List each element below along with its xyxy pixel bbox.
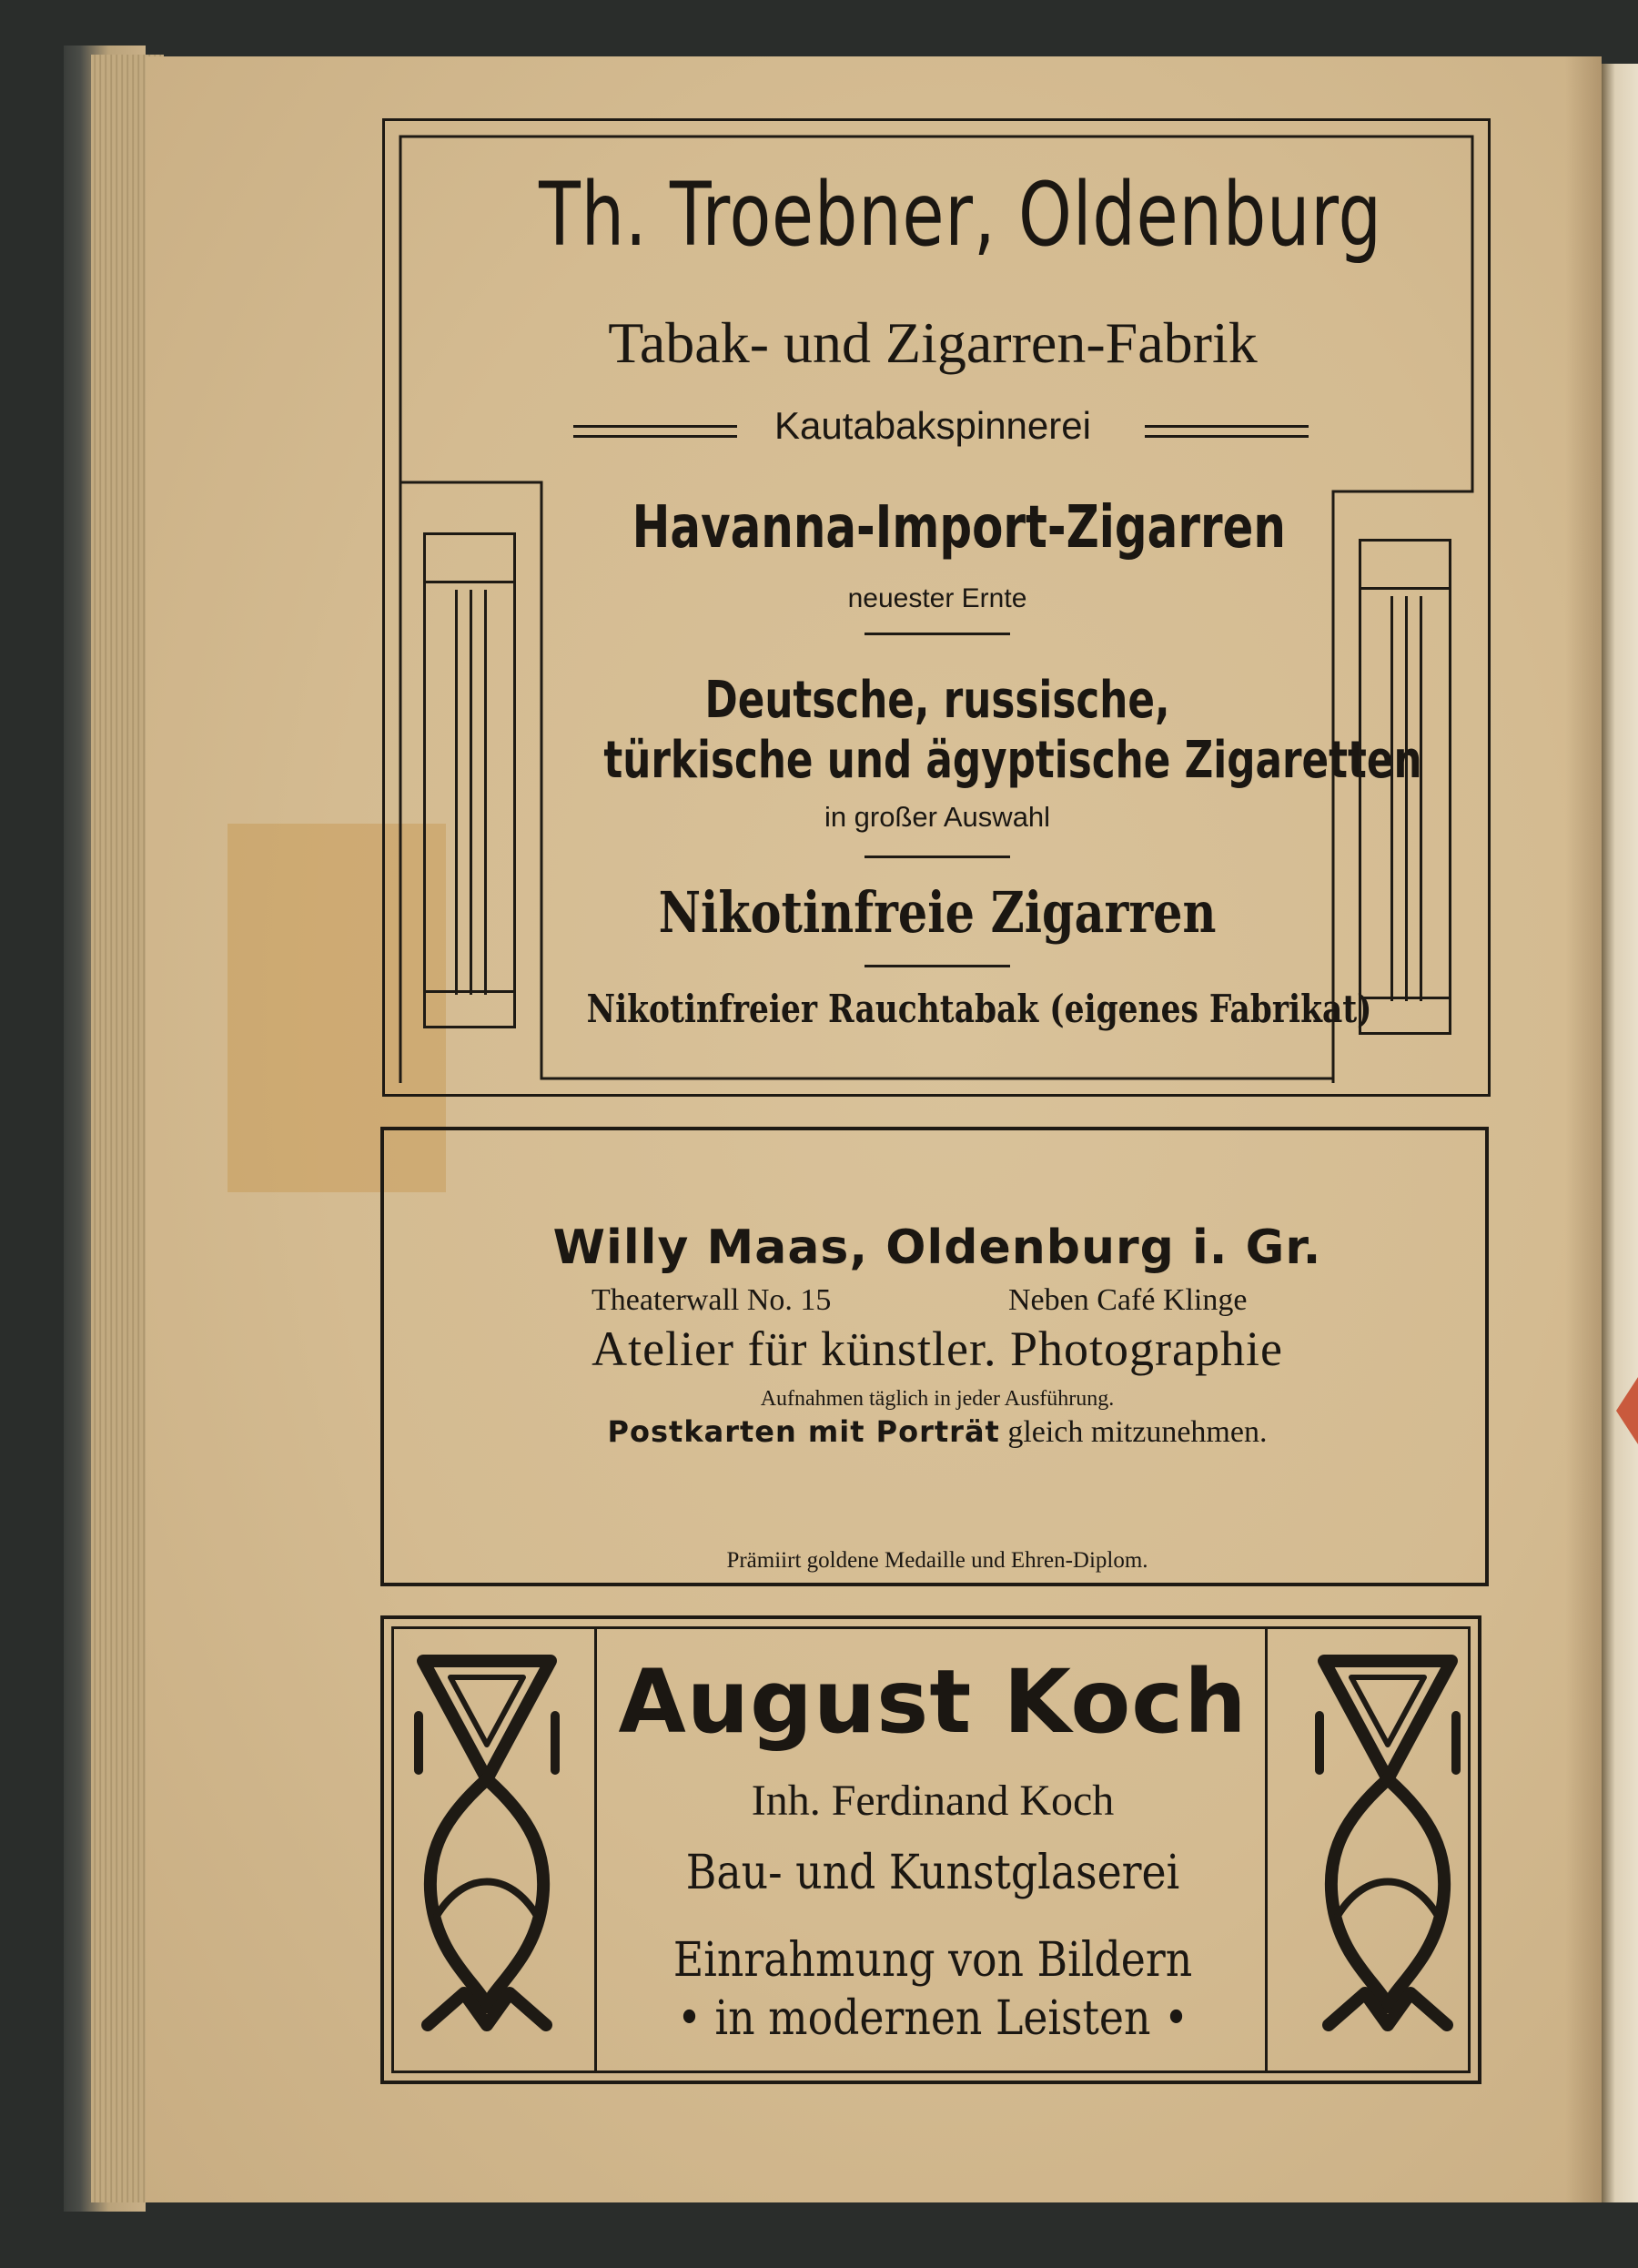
maas-postcards: [428, 1414, 1447, 1449]
havanna-note: neuester Ernte: [847, 583, 1027, 613]
koch-framing-2: • in modernen Leisten •: [676, 1991, 1189, 2046]
maas-shots: Aufnahmen täglich in jeder Ausführung.: [760, 1387, 1115, 1411]
troebner-title: Th. Troebner, Oldenburg: [539, 164, 1382, 266]
page-gutter-shadow: [1565, 56, 1602, 2202]
havanna-heading: Havanna-Import-Zigarren: [632, 494, 1286, 562]
tobacco-line: Nikotinfreier Rauchtabak (eigenes Fabrikat): [586, 987, 1372, 1031]
facing-page-edge: [1600, 64, 1638, 2202]
art-nouveau-ornament-right: [1310, 1643, 1465, 2057]
koch-title: August Koch: [618, 1651, 1248, 1753]
maas-address: Theaterwall No. 15: [592, 1283, 832, 1317]
divider-rule: [864, 965, 1010, 967]
double-rule-right: [1145, 425, 1309, 438]
cigarettes-note: in großer Auswahl: [824, 801, 1051, 833]
nicotine-free-heading: Nikotinfreie Zigarren: [658, 879, 1217, 946]
maas-postcards-bold: Postkarten mit Porträt: [607, 1414, 1000, 1449]
facing-page-ornament: [1616, 1374, 1638, 1447]
art-nouveau-ornament-left: [410, 1643, 564, 2057]
koch-owner: Inh. Ferdinand Koch: [751, 1777, 1115, 1825]
maas-title: Willy Maas, Oldenburg i. Gr.: [552, 1220, 1322, 1275]
maas-location: Neben Café Klinge: [1008, 1283, 1248, 1317]
cigarettes-line-1: Deutsche, russische,: [704, 671, 1170, 730]
cigarettes-line-2: türkische und ägyptische Zigaretten: [603, 731, 1422, 790]
troebner-subtitle: Tabak- und Zigarren-Fabrik: [608, 310, 1258, 375]
maas-postcards-rest: gleich mitzunehmen.: [1007, 1415, 1268, 1449]
divider-rule: [864, 856, 1010, 858]
koch-framing-1: Einrahmung von Bildern: [672, 1933, 1193, 1988]
divider-rule: [864, 633, 1010, 635]
koch-trade: Bau- und Kunstglaserei: [685, 1846, 1180, 1900]
maas-atelier: Atelier für künstler. Photographie: [592, 1321, 1283, 1376]
left-ornament-panel: [423, 532, 516, 1028]
right-ornament-panel: [1359, 539, 1451, 1035]
troebner-spinning: Kautabakspinnerei: [774, 404, 1091, 447]
maas-award: Prämiirt goldene Medaille und Ehren-Diplom.: [726, 1548, 1148, 1573]
